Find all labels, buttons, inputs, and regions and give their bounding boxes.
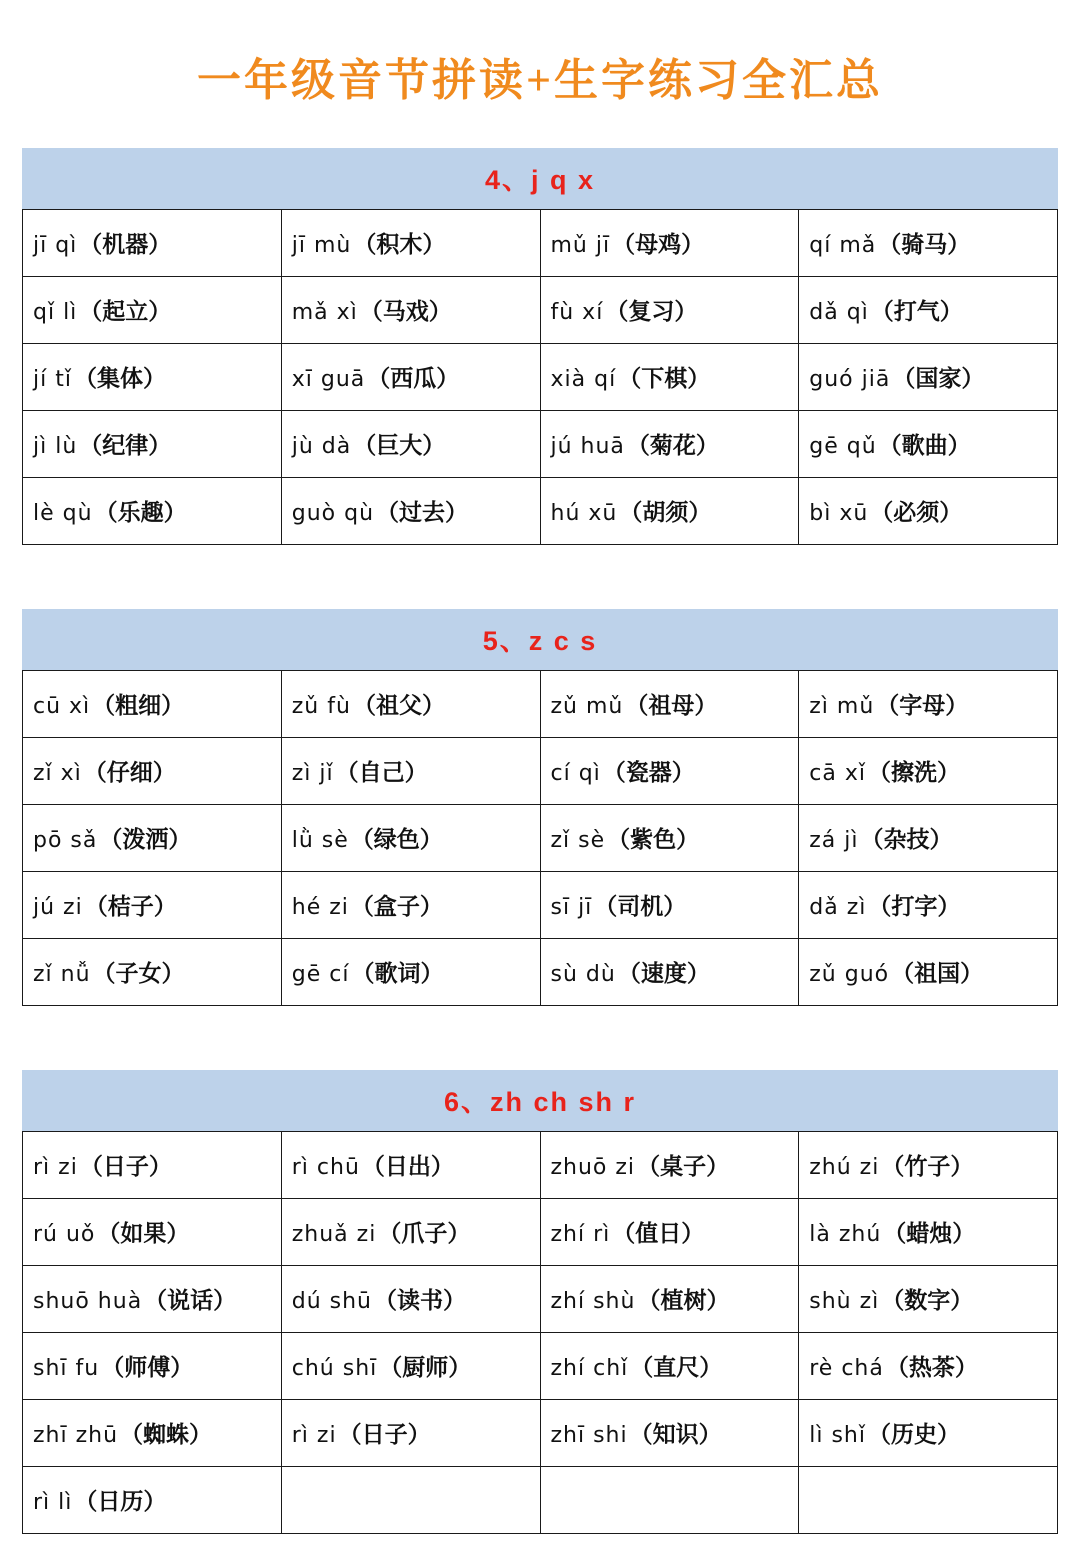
word-text: （子女）: [92, 961, 185, 987]
table-cell: [540, 209, 799, 276]
word-text: （桌子）: [637, 1154, 730, 1180]
table-cell: [281, 670, 540, 737]
pinyin-text: xià qí: [550, 367, 617, 393]
pinyin-text: cā xǐ: [809, 761, 866, 787]
word-text: （泼洒）: [99, 827, 192, 853]
pinyin-text: zì jǐ: [291, 761, 334, 787]
pinyin-text: zhí chǐ: [550, 1356, 629, 1382]
word-text: （日出）: [361, 1154, 454, 1180]
word-text: （蜘蛛）: [120, 1422, 213, 1448]
pinyin-text: zǔ guó: [809, 962, 890, 988]
word-text: （起立）: [79, 299, 172, 325]
table-cell: [281, 343, 540, 410]
word-text: （盒子）: [350, 894, 443, 920]
table-cell: [799, 1399, 1058, 1466]
word-text: （日子）: [338, 1422, 431, 1448]
pinyin-text: zǔ mǔ: [550, 694, 624, 720]
word-text: （祖国）: [891, 961, 984, 987]
pinyin-text: cí qì: [550, 761, 601, 787]
table-cell: [281, 1131, 540, 1198]
table-row: [23, 276, 1058, 343]
word-text: （骑马）: [878, 232, 971, 258]
pinyin-text: hú xū: [550, 501, 618, 527]
table-cell: [23, 1131, 282, 1198]
table-cell: [23, 276, 282, 343]
word-text: （乐趣）: [94, 500, 187, 526]
word-text: （日历）: [74, 1489, 167, 1515]
word-text: （母鸡）: [612, 232, 705, 258]
table-cell: [23, 343, 282, 410]
pinyin-text: cū xì: [33, 694, 91, 720]
table-row: [23, 1399, 1058, 1466]
pinyin-text: fù xí: [550, 300, 604, 326]
table-cell: [281, 938, 540, 1005]
pinyin-text: jí tǐ: [33, 367, 72, 393]
section-header: 4、j q x: [22, 148, 1058, 209]
word-text: （仔细）: [83, 760, 176, 786]
word-text: （必须）: [870, 500, 963, 526]
table-cell: [540, 410, 799, 477]
pinyin-text: zhuō zi: [550, 1155, 636, 1181]
table-cell: [799, 1131, 1058, 1198]
word-text: （纪律）: [79, 433, 172, 459]
word-text: （师傅）: [101, 1355, 194, 1381]
table-cell: [281, 1198, 540, 1265]
word-text: （竹子）: [881, 1154, 974, 1180]
word-text: （速度）: [617, 961, 710, 987]
pinyin-text: qí mǎ: [809, 233, 877, 259]
word-text: （国家）: [892, 366, 985, 392]
table-row: [23, 1466, 1058, 1533]
word-text: （说话）: [144, 1288, 237, 1314]
table-cell: [281, 1399, 540, 1466]
pinyin-table: [22, 1131, 1058, 1534]
table-row: [23, 343, 1058, 410]
table-cell: [540, 938, 799, 1005]
word-text: （祖父）: [352, 693, 445, 719]
pinyin-text: jú zi: [33, 895, 83, 921]
pinyin-text: zǐ nǚ: [33, 962, 91, 988]
pinyin-text: chú shī: [291, 1356, 378, 1382]
word-text: （过去）: [376, 500, 469, 526]
word-text: （如果）: [97, 1221, 190, 1247]
pinyin-text: guò qù: [291, 501, 375, 527]
table-cell: [799, 871, 1058, 938]
pinyin-text: sù dù: [550, 962, 616, 988]
table-cell: [540, 1131, 799, 1198]
table-cell: [799, 276, 1058, 343]
word-text: （积木）: [353, 232, 446, 258]
table-cell: [540, 477, 799, 544]
pinyin-text: là zhú: [809, 1222, 882, 1248]
section-header: 5、z c s: [22, 609, 1058, 670]
table-row: [23, 670, 1058, 737]
word-text: （胡须）: [619, 500, 712, 526]
word-text: （瓷器）: [602, 760, 695, 786]
word-text: （厨师）: [379, 1355, 472, 1381]
pinyin-text: zǐ sè: [550, 828, 606, 854]
table-row: [23, 938, 1058, 1005]
table-cell: [540, 1198, 799, 1265]
table-cell: [799, 737, 1058, 804]
table-cell: [799, 343, 1058, 410]
pinyin-text: sī jī: [550, 895, 593, 921]
table-cell: [799, 477, 1058, 544]
table-cell: [23, 1466, 282, 1533]
table-cell: [23, 410, 282, 477]
word-text: （历史）: [868, 1422, 960, 1448]
word-text: （下棋）: [618, 366, 711, 392]
word-text: （擦洗）: [867, 760, 960, 786]
section-jqx: [22, 148, 1058, 545]
table-row: [23, 410, 1058, 477]
table-cell: [23, 1332, 282, 1399]
pinyin-text: lì shǐ: [809, 1423, 866, 1449]
word-text: （值日）: [612, 1221, 705, 1247]
section-header: 6、zh ch sh r: [22, 1070, 1058, 1131]
word-text: （机器）: [79, 232, 172, 258]
word-text: （菊花）: [626, 433, 719, 459]
pinyin-text: dǎ zì: [809, 895, 867, 921]
word-text: （复习）: [605, 299, 698, 325]
pinyin-text: zhú zi: [809, 1155, 880, 1181]
pinyin-text: mǔ jī: [550, 233, 611, 259]
word-text: （祖母）: [625, 693, 718, 719]
table-row: [23, 1332, 1058, 1399]
pinyin-text: gē qǔ: [809, 434, 877, 460]
empty-cell: [799, 1466, 1058, 1533]
table-cell: [799, 209, 1058, 276]
word-text: （紫色）: [607, 827, 700, 853]
table-cell: [540, 1265, 799, 1332]
table-cell: [540, 737, 799, 804]
word-text: （日子）: [79, 1154, 172, 1180]
pinyin-text: bì xū: [809, 501, 869, 527]
word-text: （打字）: [868, 894, 961, 920]
word-text: （绿色）: [350, 827, 443, 853]
word-text: （数字）: [881, 1288, 974, 1314]
word-text: （司机）: [594, 894, 687, 920]
pinyin-text: zhuǎ zi: [291, 1222, 377, 1248]
empty-cell: [540, 1466, 799, 1533]
table-row: [23, 1131, 1058, 1198]
pinyin-text: xī guā: [291, 367, 366, 393]
table-cell: [281, 804, 540, 871]
table-cell: [799, 1198, 1058, 1265]
table-cell: [281, 276, 540, 343]
table-row: [23, 1198, 1058, 1265]
table-cell: [23, 477, 282, 544]
pinyin-text: shù zì: [809, 1289, 880, 1315]
table-row: [23, 209, 1058, 276]
word-text: （巨大）: [353, 433, 446, 459]
pinyin-text: guó jiā: [809, 367, 891, 393]
pinyin-text: lǜ sè: [291, 828, 349, 854]
table-cell: [281, 1265, 540, 1332]
word-text: （蜡烛）: [883, 1221, 976, 1247]
pinyin-text: zhí shù: [550, 1289, 636, 1315]
table-cell: [799, 804, 1058, 871]
pinyin-text: dú shū: [291, 1289, 372, 1315]
pinyin-text: rì chū: [291, 1155, 360, 1181]
table-cell: [23, 1198, 282, 1265]
table-cell: [23, 1265, 282, 1332]
table-row: [23, 477, 1058, 544]
pinyin-text: zhī zhū: [33, 1423, 119, 1449]
table-cell: [281, 1332, 540, 1399]
table-cell: [23, 871, 282, 938]
pinyin-text: jú huā: [550, 434, 625, 460]
pinyin-text: zǔ fù: [291, 694, 351, 720]
word-text: （西瓜）: [367, 366, 460, 392]
pinyin-text: zǐ xì: [33, 761, 82, 787]
table-cell: [799, 670, 1058, 737]
table-cell: [540, 1399, 799, 1466]
table-cell: [281, 410, 540, 477]
word-text: （读书）: [374, 1288, 466, 1314]
table-cell: [540, 276, 799, 343]
pinyin-table: [22, 209, 1058, 545]
pinyin-text: rè chá: [809, 1356, 884, 1382]
word-text: （粗细）: [92, 693, 185, 719]
pinyin-text: zhí rì: [550, 1222, 611, 1248]
table-cell: [23, 737, 282, 804]
pinyin-text: dǎ qì: [809, 300, 869, 326]
table-cell: [281, 871, 540, 938]
pinyin-text: zì mǔ: [809, 694, 875, 720]
table-cell: [23, 804, 282, 871]
word-text: （集体）: [73, 366, 166, 392]
table-cell: [799, 1332, 1058, 1399]
table-cell: [23, 938, 282, 1005]
word-text: （歌词）: [351, 961, 444, 987]
word-text: （桔子）: [84, 894, 177, 920]
table-cell: [540, 670, 799, 737]
table-cell: [23, 1399, 282, 1466]
table-cell: [799, 410, 1058, 477]
pinyin-text: jī mù: [291, 233, 352, 259]
table-cell: [540, 1332, 799, 1399]
pinyin-text: rì zi: [33, 1155, 78, 1181]
pinyin-text: jù dà: [291, 434, 352, 460]
table-cell: [799, 938, 1058, 1005]
pinyin-text: gē cí: [291, 962, 350, 988]
pinyin-text: shuō huà: [33, 1289, 143, 1315]
table-cell: [281, 477, 540, 544]
pinyin-text: jì lù: [33, 434, 78, 460]
pinyin-text: jī qì: [33, 233, 78, 259]
table-cell: [540, 343, 799, 410]
table-cell: [540, 804, 799, 871]
pinyin-table: [22, 670, 1058, 1006]
table-cell: [23, 209, 282, 276]
word-text: （杂技）: [860, 827, 953, 853]
word-text: （植树）: [637, 1288, 730, 1314]
pinyin-text: lè qù: [33, 501, 93, 527]
word-text: （歌曲）: [878, 433, 971, 459]
pinyin-text: zá jì: [809, 828, 859, 854]
table-row: [23, 1265, 1058, 1332]
word-text: （打气）: [870, 299, 963, 325]
section-zcs: [22, 609, 1058, 1006]
pinyin-text: qǐ lì: [33, 300, 78, 326]
word-text: （马戏）: [359, 299, 452, 325]
table-cell: [799, 1265, 1058, 1332]
word-text: （爪子）: [378, 1221, 471, 1247]
pinyin-text: shī fu: [33, 1356, 100, 1382]
table-row: [23, 871, 1058, 938]
table-cell: [281, 737, 540, 804]
pinyin-text: rú uǒ: [33, 1222, 96, 1248]
word-text: （字母）: [876, 693, 969, 719]
word-text: （直尺）: [630, 1355, 723, 1381]
section-zh-ch-sh-r: [22, 1070, 1058, 1534]
empty-cell: [281, 1466, 540, 1533]
table-row: [23, 737, 1058, 804]
table-cell: [540, 871, 799, 938]
pinyin-text: zhī shi: [550, 1423, 628, 1449]
pinyin-text: pō sǎ: [33, 828, 98, 854]
pinyin-text: hé zi: [291, 895, 349, 921]
word-text: （知识）: [629, 1422, 722, 1448]
table-row: [23, 804, 1058, 871]
page-title: 一年级音节拼读+生字练习全汇总: [196, 56, 884, 105]
pinyin-text: rì lì: [33, 1490, 73, 1516]
table-cell: [281, 209, 540, 276]
pinyin-text: mǎ xì: [291, 300, 358, 326]
word-text: （自己）: [335, 760, 428, 786]
word-text: （热茶）: [885, 1355, 978, 1381]
pinyin-text: rì zi: [291, 1423, 337, 1449]
table-cell: [23, 670, 282, 737]
